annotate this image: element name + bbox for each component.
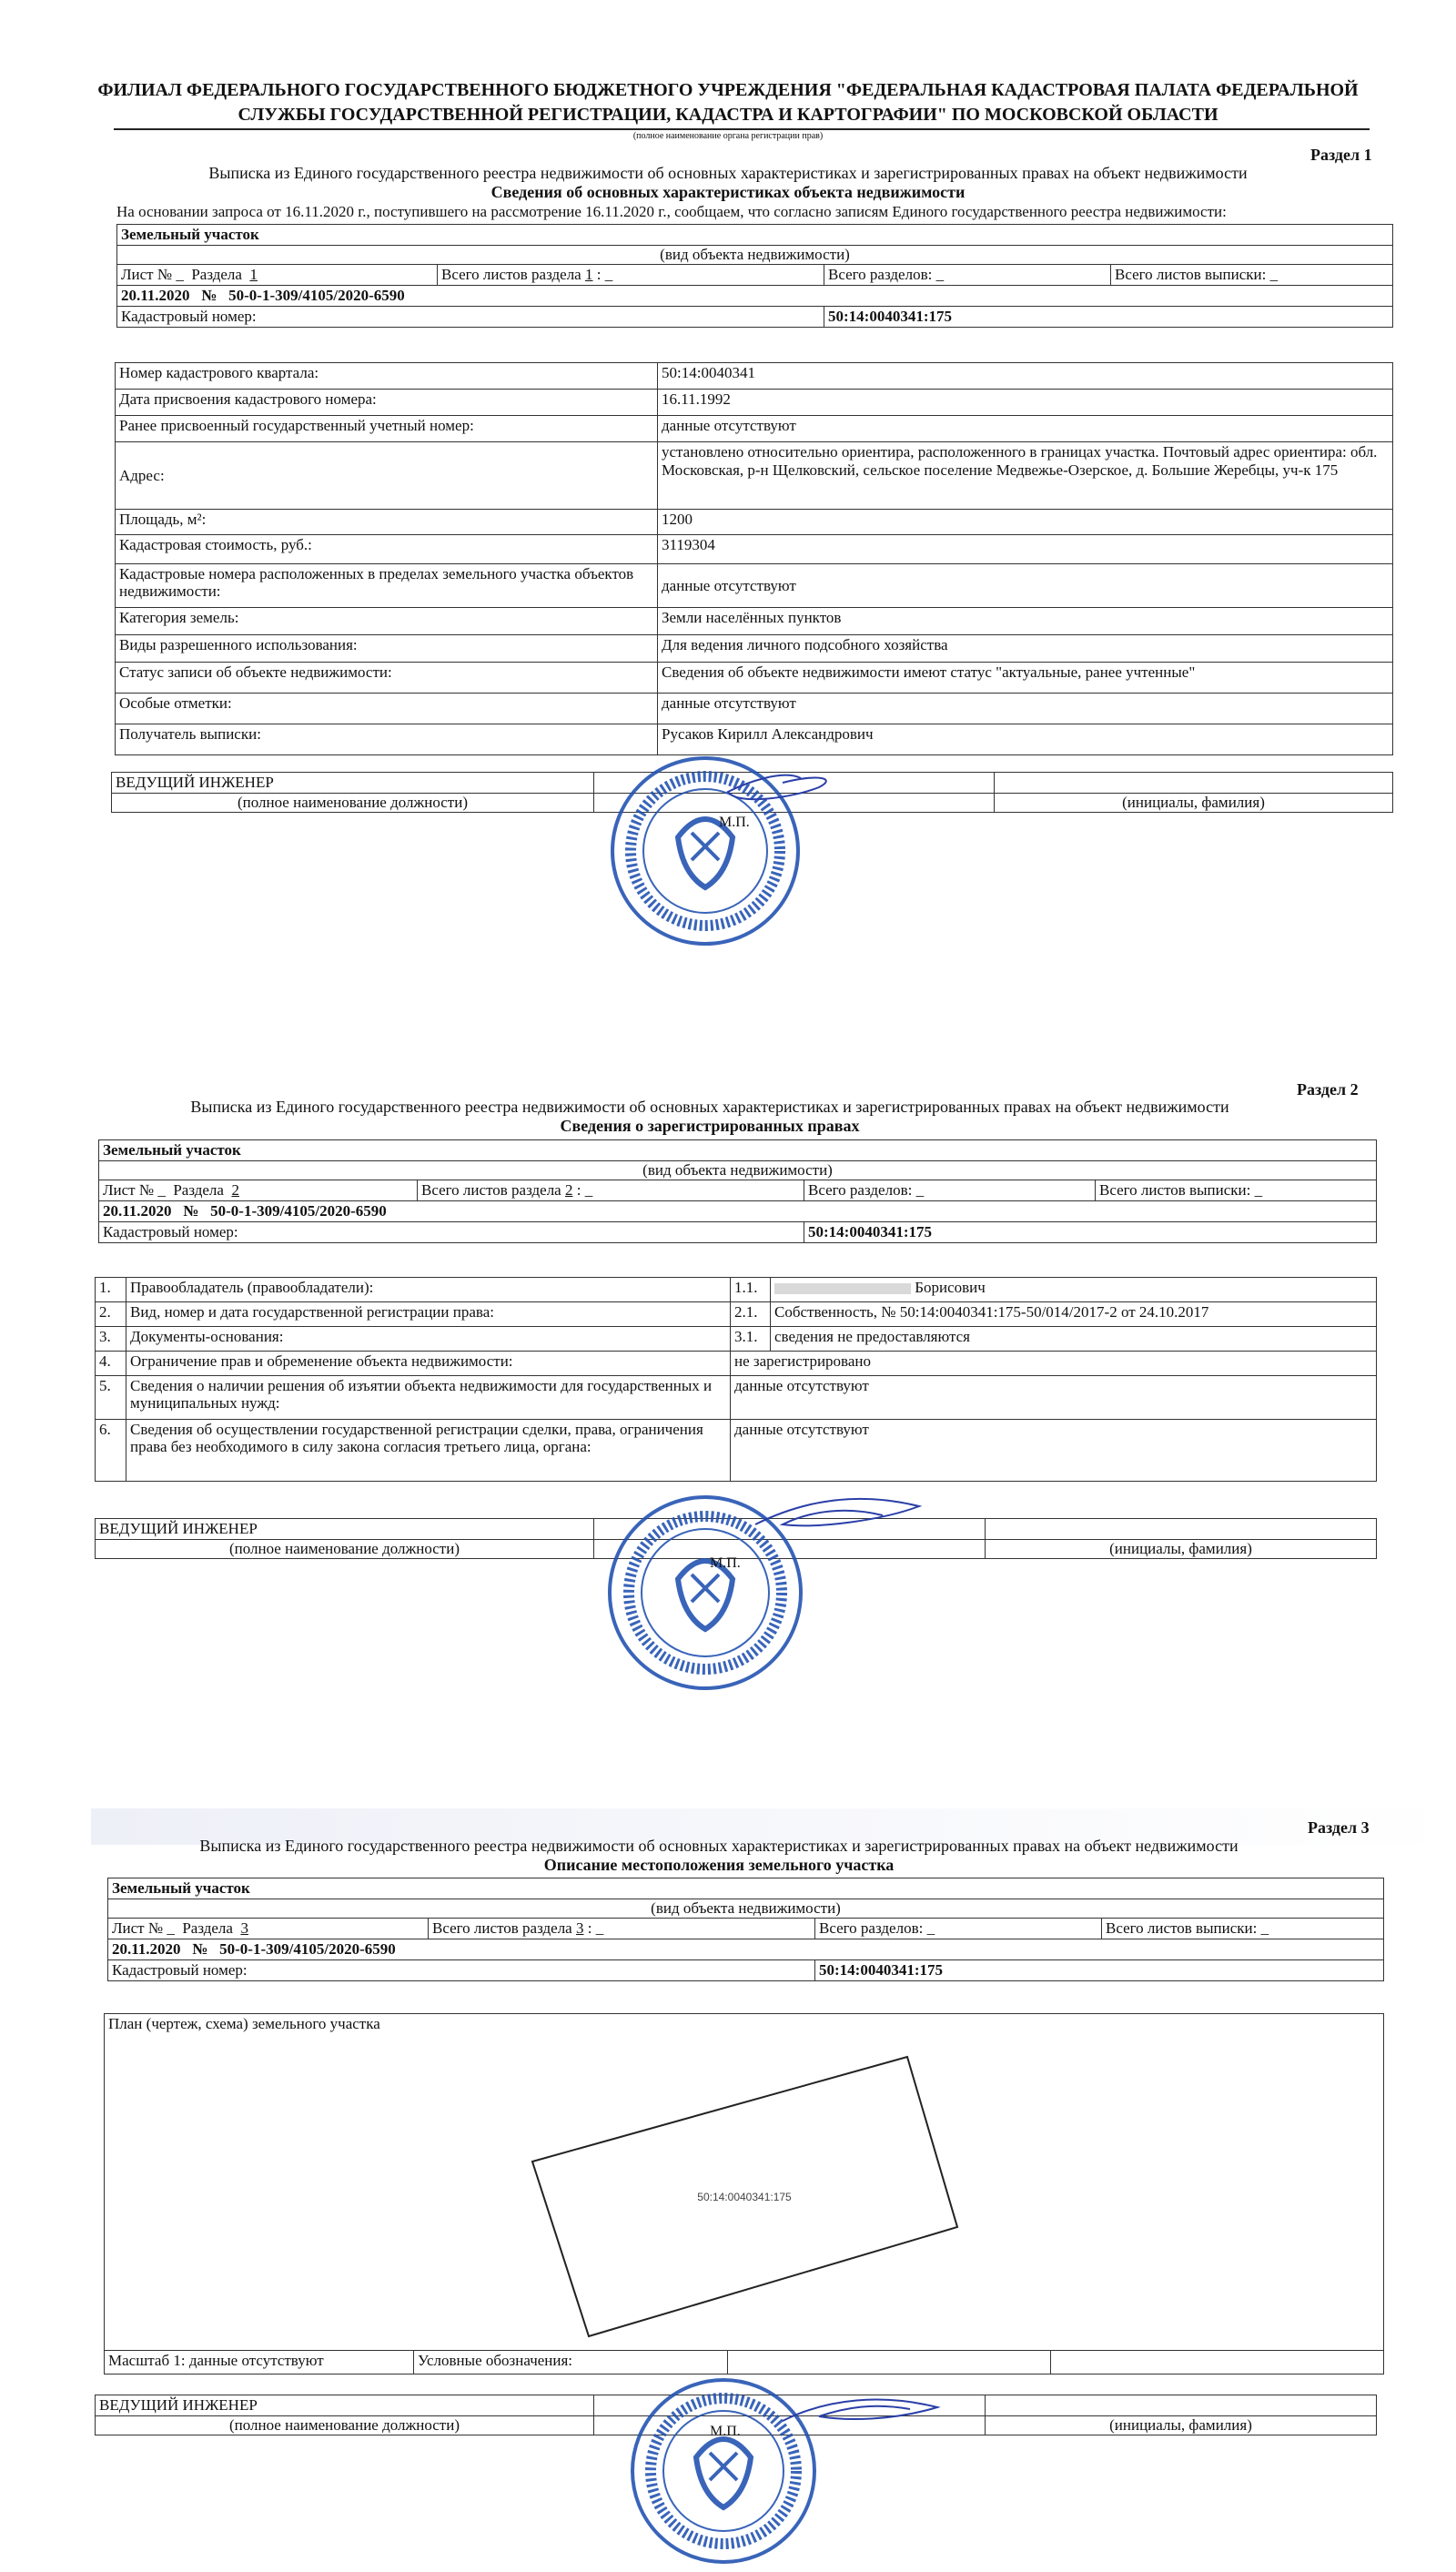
total-section-sheets-cell: Всего листов раздела 1 : _ [438, 265, 824, 286]
row-value: данные отсутствуют [731, 1376, 1377, 1420]
stamp-section1 [601, 746, 846, 947]
object-type-caption: (вид объекта недвижимости) [99, 1161, 1377, 1180]
row-subnumber: 2.1. [731, 1302, 771, 1327]
cadastral-value: 50:14:0040341:175 [804, 1222, 1377, 1243]
signer-position: ВЕДУЩИЙ ИНЖЕНЕР [96, 1519, 594, 1540]
stamp-section3 [619, 2357, 983, 2572]
row-number: 2. [96, 1302, 126, 1327]
total-sections-cell: Всего разделов: _ [804, 1180, 1096, 1201]
org-name-line2: СЛУЖБЫ ГОСУДАРСТВЕННОЙ РЕГИСТРАЦИИ, КАДАСТРА И КАРТОГРАФИИ" ПО МОСКОВСКОЙ ОБЛАСТИ [238, 105, 1218, 125]
signer-name-caption: (инициалы, фамилия) [986, 2416, 1377, 2435]
stamp-mp-text: М.П. [710, 2424, 741, 2439]
land-plot-label: 50:14:0040341:175 [697, 2191, 792, 2203]
signature-stroke [755, 1499, 919, 1525]
row-label: Правообладатель (правообладатели): [126, 1278, 731, 1302]
cadastral-value: 50:14:0040341:175 [824, 307, 1393, 328]
row-label: Кадастровая стоимость, руб.: [116, 535, 658, 564]
signer-name-caption: (инициалы, фамилия) [995, 794, 1393, 813]
total-extract-sheets-cell: Всего листов выписки: _ [1111, 265, 1393, 286]
date-number: 20.11.2020 № 50-0-1-309/4105/2020-6590 [99, 1201, 1377, 1222]
section2-header-table [98, 1139, 1377, 1243]
cadastral-label: Кадастровый номер: [108, 1960, 815, 1981]
section1-characteristics-table [115, 362, 1393, 755]
object-type: Земельный участок [108, 1878, 1384, 1899]
signer-name-cell [995, 773, 1393, 794]
org-name-line1: ФИЛИАЛ ФЕДЕРАЛЬНОГО ГОСУДАРСТВЕННОГО БЮДЖЕТНОГО УЧРЕЖДЕНИЯ "ФЕДЕРАЛЬНАЯ КАДАСТРОВАЯ ПАЛАТА ФЕДЕРАЛЬНОЙ [97, 80, 1359, 100]
signer-position-caption: (полное наименование должности) [96, 2416, 594, 2435]
row-number: 1. [96, 1278, 126, 1302]
row-value: сведения не предоставляются [771, 1327, 1377, 1352]
total-sections-cell: Всего разделов: _ [815, 1919, 1102, 1939]
land-plot-drawing [528, 2039, 965, 2348]
signature-stroke [783, 2400, 937, 2421]
row-value: установлено относительно ориентира, расположенного в границах участка. Почтовый адрес ориентира: обл. Московская, р-н Щелковский, сельское поселение Медвежье-Озерское, д. Большие Жеребцы, уч-к 175 [658, 442, 1393, 510]
section2-title: Выписка из Единого государственного реестра недвижимости об основных характеристиках и зарегистрированных правах на объект недвижимости [190, 1098, 1229, 1116]
org-caption: (полное наименование органа регистрации прав) [632, 131, 824, 141]
section3-header-table [107, 1878, 1384, 1981]
row-value: не зарегистрировано [731, 1352, 1377, 1376]
sheet-number-cell: Лист № _ Раздела 1 [117, 265, 438, 286]
row-label: Сведения о наличии решения об изъятии объекта недвижимости для государственных и муниципальных нужд: [126, 1376, 731, 1420]
signature-stroke [728, 775, 826, 799]
row-value: Собственность, № 50:14:0040341:175-50/014/2017-2 от 24.10.2017 [771, 1302, 1377, 1327]
signer-position: ВЕДУЩИЙ ИНЖЕНЕР [96, 2395, 594, 2416]
row-label: Ограничение прав и обременение объекта недвижимости: [126, 1352, 731, 1376]
row-label: Ранее присвоенный государственный учетный номер: [116, 416, 658, 442]
section3-label: Раздел 3 [1308, 1818, 1370, 1837]
row-number: 5. [96, 1376, 126, 1420]
section1-subtitle: Сведения об основных характеристиках объекта недвижимости [490, 183, 966, 201]
legend-cell: Условные обозначения: [414, 2351, 728, 2375]
sheet-number-cell: Лист № _ Раздела 3 [108, 1919, 429, 1939]
object-type: Земельный участок [117, 225, 1393, 246]
signer-name-cell [986, 2395, 1377, 2416]
row-value: 1200 [658, 510, 1393, 535]
total-section-sheets-cell: Всего листов раздела 2 : _ [418, 1180, 804, 1201]
section3-title: Выписка из Единого государственного реестра недвижимости об основных характеристиках и зарегистрированных правах на объект недвижимости [199, 1837, 1239, 1855]
row-value: данные отсутствуют [658, 564, 1393, 608]
row-value: Земли населённых пунктов [658, 608, 1393, 635]
row-number: 3. [96, 1327, 126, 1352]
signer-position-caption: (полное наименование должности) [112, 794, 594, 813]
total-extract-sheets-cell: Всего листов выписки: _ [1096, 1180, 1377, 1201]
plan-caption: План (чертеж, схема) земельного участка [108, 2015, 380, 2032]
row-number: 4. [96, 1352, 126, 1376]
row-label: Категория земель: [116, 608, 658, 635]
signer-name-cell [986, 1519, 1377, 1540]
row-label: Вид, номер и дата государственной регистрации права: [126, 1302, 731, 1327]
legend-empty-cell-2 [1051, 2351, 1384, 2375]
object-type-caption: (вид объекта недвижимости) [108, 1899, 1384, 1919]
cadastral-label: Кадастровый номер: [117, 307, 824, 328]
stamp-mp-text: М.П. [719, 815, 750, 830]
section1-intro: На основании запроса от 16.11.2020 г., поступившего на рассмотрение 16.11.2020 г., сообщаем, что согласно записям Единого государственного реестра недвижимости: [116, 203, 1227, 220]
section2-rights-table [95, 1277, 1377, 1482]
redacted-name [774, 1283, 911, 1294]
row-value: Борисович [771, 1278, 1377, 1302]
row-value: 16.11.1992 [658, 390, 1393, 416]
row-label: Адрес: [116, 442, 658, 510]
row-label: Номер кадастрового квартала: [116, 363, 658, 390]
section2-subtitle: Сведения о зарегистрированных правах [560, 1117, 860, 1135]
row-label: Особые отметки: [116, 694, 658, 724]
signer-position: ВЕДУЩИЙ ИНЖЕНЕР [112, 773, 594, 794]
object-type: Земельный участок [99, 1140, 1377, 1161]
row-value: 50:14:0040341 [658, 363, 1393, 390]
section1-title: Выписка из Единого государственного реестра недвижимости об основных характеристиках и зарегистрированных правах на объект недвижимости [208, 164, 1248, 182]
cadastral-value: 50:14:0040341:175 [815, 1960, 1384, 1981]
row-label: Кадастровые номера расположенных в пределах земельного участка объектов недвижимости: [116, 564, 658, 608]
total-extract-sheets-cell: Всего листов выписки: _ [1102, 1919, 1384, 1939]
row-label: Дата присвоения кадастрового номера: [116, 390, 658, 416]
stamp-mp-text: М.П. [710, 1555, 741, 1571]
row-label: Сведения об осуществлении государственной регистрации сделки, права, ограничения права без необходимого в силу закона согласия третьего лица, органа: [126, 1420, 731, 1482]
section2-label: Раздел 2 [1297, 1080, 1359, 1099]
row-subnumber: 3.1. [731, 1327, 771, 1352]
object-type-caption: (вид объекта недвижимости) [117, 246, 1393, 265]
row-value: данные отсутствуют [731, 1420, 1377, 1482]
row-label: Статус записи об объекте недвижимости: [116, 663, 658, 694]
header-rule [114, 128, 1370, 130]
row-value: Сведения об объекте недвижимости имеют статус "актуальные, ранее учтенные" [658, 663, 1393, 694]
total-sections-cell: Всего разделов: _ [824, 265, 1111, 286]
row-number: 6. [96, 1420, 126, 1482]
row-label: Получатель выписки: [116, 724, 658, 755]
cadastral-label: Кадастровый номер: [99, 1222, 804, 1243]
date-number: 20.11.2020 № 50-0-1-309/4105/2020-6590 [108, 1939, 1384, 1960]
row-label: Виды разрешенного использования: [116, 635, 658, 663]
signer-position-caption: (полное наименование должности) [96, 1540, 594, 1559]
section3-subtitle: Описание местоположения земельного участка [543, 1856, 895, 1874]
row-value: данные отсутствуют [658, 416, 1393, 442]
row-value: данные отсутствуют [658, 694, 1393, 724]
section1-header-table [116, 224, 1393, 328]
row-value: Для ведения личного подсобного хозяйства [658, 635, 1393, 663]
row-subnumber: 1.1. [731, 1278, 771, 1302]
row-value: Русаков Кирилл Александрович [658, 724, 1393, 755]
scale-cell: Масштаб 1: данные отсутствуют [105, 2351, 414, 2375]
signer-name-caption: (инициалы, фамилия) [986, 1540, 1377, 1559]
section1-label: Раздел 1 [1310, 146, 1372, 164]
row-value: 3119304 [658, 535, 1393, 564]
stamp-section2 [601, 1470, 965, 1725]
row-label: Площадь, м²: [116, 510, 658, 535]
date-number: 20.11.2020 № 50-0-1-309/4105/2020-6590 [117, 286, 1393, 307]
row-label: Документы-основания: [126, 1327, 731, 1352]
total-section-sheets-cell: Всего листов раздела 3 : _ [429, 1919, 815, 1939]
sheet-number-cell: Лист № _ Раздела 2 [99, 1180, 418, 1201]
